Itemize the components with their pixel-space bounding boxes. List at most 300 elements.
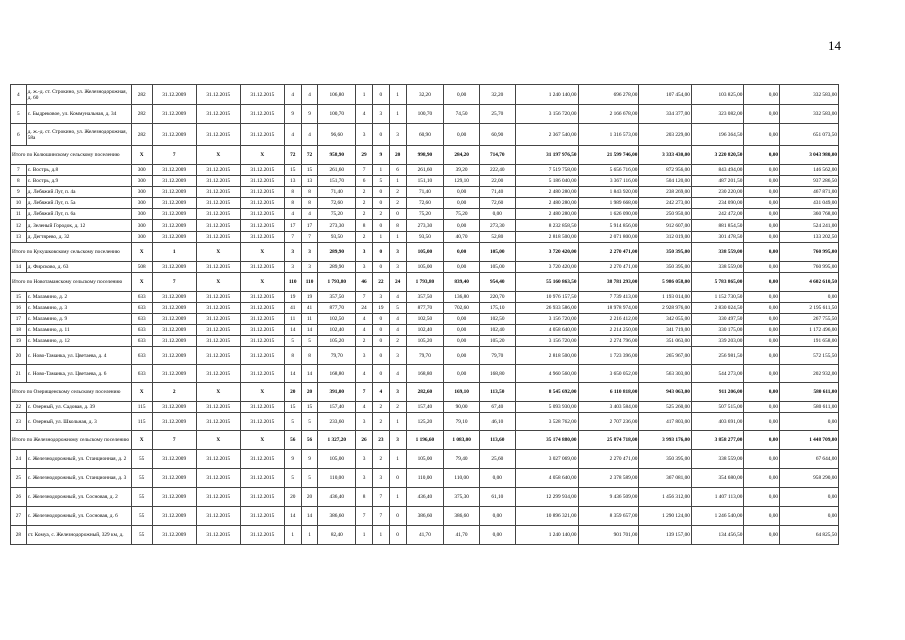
table-cell: 113,50 [479,383,515,402]
table-cell: 3 [356,262,373,273]
table-cell: д. Дегтярево, д. 32 [26,232,131,243]
table-cell: 282 [131,85,152,105]
table-cell: 0,00 [744,165,780,176]
table-cell: 839,40 [444,273,480,292]
table-cell: Итого по Колюшинскому сельскому поселению [11,146,132,165]
table-cell: 14 [284,365,301,383]
table-cell: 0,00 [444,336,480,347]
table-cell: 110 [284,273,301,292]
table-cell: 3 [356,450,373,469]
table-cell: 431 049,00 [780,198,839,209]
table-cell: д. Зеленый Городок, д. 12 [26,220,131,232]
table-cell: 55 160 863,50 [515,273,578,292]
table-cell: Итого по Железнодорожному сельскому поселению [11,431,132,450]
table-cell: 102,40 [318,325,356,336]
table-cell: 31.12.2009 [152,325,196,336]
table-cell: 633 [131,303,152,314]
table-cell: 391,00 [318,383,356,402]
table-cell: 18 978 974,00 [578,303,639,314]
table-cell: с. Озерный, ул. Школьная, д. 3 [26,413,131,431]
table-cell: 3 333 430,00 [639,146,691,165]
table-cell: 2 274 796,00 [578,336,639,347]
table-cell: 10 [11,198,27,209]
table-cell: 3 [389,383,406,402]
table-cell: 2 378 589,00 [578,469,639,488]
table-cell: 0,00 [780,488,839,507]
table-cell: 332 583,00 [780,85,839,105]
table-cell: 1 327,20 [318,431,356,450]
table-row [11,325,839,336]
table-cell: 60,90 [479,124,515,146]
table-cell: 0,00 [444,198,480,209]
table-cell: 31.12.2015 [196,187,240,198]
table-cell: 14 [301,325,318,336]
table-cell: X [131,243,152,262]
table-row [11,262,839,273]
table-cell: 1 196,60 [406,431,444,450]
table-cell: 46,10 [479,413,515,431]
table-cell: 31.12.2009 [152,413,196,431]
table-cell: 1 152 730,50 [691,292,743,303]
table-cell: 0,00 [744,209,780,220]
table-cell: 115 [131,413,152,431]
table-cell: 8 [284,198,301,209]
table-cell: 169,10 [444,383,480,402]
table-cell: 31.12.2015 [240,220,284,232]
table-cell: 0,00 [444,220,480,232]
table-cell: 79,10 [444,413,480,431]
table-row [11,469,839,488]
table-cell: X [196,383,240,402]
table-cell: 1 723 396,00 [578,347,639,365]
table-cell: 0,00 [744,146,780,165]
table-cell: 31.12.2015 [240,187,284,198]
table-cell: 3 [389,262,406,273]
table-cell: 1 [356,526,373,545]
table-cell: 0 [372,198,389,209]
table-cell: 3 043 980,00 [780,146,839,165]
table-cell: 2 [356,336,373,347]
table-cell: 403 691,00 [691,413,743,431]
table-cell: 2 480 280,00 [515,198,578,209]
table-cell: 386,60 [444,507,480,526]
table-cell: 0 [372,124,389,146]
table-cell: 5 [11,105,27,124]
table-cell: 129,10 [444,176,480,187]
table-cell: 2 818 500,00 [515,347,578,365]
table-cell: 31.12.2015 [196,526,240,545]
table-cell: 3 403 584,00 [578,402,639,413]
table-cell: 3 [284,262,301,273]
table-cell: 175,10 [479,303,515,314]
table-cell: 125,20 [406,413,444,431]
table-cell: 31.12.2009 [152,198,196,209]
subtotal-row [11,243,839,262]
table-cell: 168,80 [406,365,444,383]
table-cell: 26 [11,488,27,507]
table-row [11,303,839,314]
table-cell: 0 [372,262,389,273]
table-cell: 1 [372,232,389,243]
table-cell: 334 377,00 [639,105,691,124]
table-cell: 5 783 865,00 [691,273,743,292]
table-cell: 75,20 [406,209,444,220]
table-cell: 881 854,50 [691,220,743,232]
table-cell: 265 967,00 [639,347,691,365]
table-cell: 0,00 [444,85,480,105]
table-cell: 24 [389,273,406,292]
table-cell: 105,00 [406,262,444,273]
table-cell: 339 203,00 [691,336,743,347]
table-cell: 79,40 [444,450,480,469]
table-cell: 5 [389,303,406,314]
table-cell: 2 [389,336,406,347]
table-cell: 31.12.2009 [152,488,196,507]
table-cell: 31.12.2009 [152,526,196,545]
table-cell: 300 [131,187,152,198]
table-cell: 696 278,00 [578,85,639,105]
table-cell: 1 083,00 [444,431,480,450]
table-cell: 6 [11,124,27,146]
table-cell: 151,70 [318,176,356,187]
table-cell: 3 858 277,00 [691,431,743,450]
table-cell: 136,80 [444,292,480,303]
table-cell: 41 [301,303,318,314]
table-cell: 72,60 [318,198,356,209]
table-cell: с. Маламино, д. 9 [26,314,131,325]
table-cell: 3 [356,413,373,431]
table-cell: 71,40 [318,187,356,198]
table-cell: 31.12.2015 [196,402,240,413]
table-cell: 282 [131,124,152,146]
table-cell: 354 680,00 [691,469,743,488]
table-cell: 0,00 [744,303,780,314]
table-cell: 15 [301,165,318,176]
table-cell: д. ж.-д. ст. Строкино, ул. Железнодорожная, д. 60 [26,85,131,105]
table-cell: 56 [301,431,318,450]
table-cell: 0,00 [744,526,780,545]
table-cell: 330 497,50 [691,314,743,325]
table-cell: 38 781 293,00 [578,273,639,292]
table-cell: 911 206,00 [691,383,743,402]
table-cell: 4 [11,85,27,105]
table-cell: 31.12.2015 [240,198,284,209]
table-cell: 843 494,00 [691,165,743,176]
table-cell: 0,00 [744,187,780,198]
table-cell: 2 270 471,00 [578,262,639,273]
table-cell: 105,20 [318,336,356,347]
table-cell: 8 [356,488,373,507]
table-row [11,220,839,232]
table-cell: 1 [389,488,406,507]
table-cell: 79,70 [406,347,444,365]
table-cell: 0,00 [780,413,839,431]
table-cell: 261,60 [318,165,356,176]
table-cell: 544 273,00 [691,365,743,383]
table-cell: 350 395,00 [639,243,691,262]
table-cell: 282 [131,105,152,124]
table-cell: 300 [131,209,152,220]
table-cell: 31.12.2009 [152,220,196,232]
table-cell: 133 202,50 [780,232,839,243]
table-cell: д. Лебяжий Луг, п. 6а [26,209,131,220]
table-cell: 877,70 [406,303,444,314]
table-row [11,402,839,413]
table-cell: 71,40 [479,187,515,198]
table-cell: 105,00 [406,243,444,262]
table-cell: 31.12.2009 [152,187,196,198]
table-cell: 350 395,00 [639,262,691,273]
table-cell: 67,40 [479,402,515,413]
table-cell: 1 240 140,00 [515,526,578,545]
table-cell: 13 [284,176,301,187]
table-cell: 4 [356,105,373,124]
table-row [11,507,839,526]
table-cell: 23 [372,431,389,450]
table-cell: 7 [152,273,196,292]
table-cell: 14 [301,507,318,526]
table-row [11,336,839,347]
table-cell: 487 201,50 [691,176,743,187]
table-cell: 0,00 [479,507,515,526]
table-cell: 25 [11,469,27,488]
table-cell: 2 [389,402,406,413]
table-cell: 1 843 920,00 [578,187,639,198]
table-cell: 20 [11,347,27,365]
table-cell: X [131,431,152,450]
table-cell: с. Ново-Таманка, ул. Цветаева, д. 6 [26,365,131,383]
table-cell: 82,40 [318,526,356,545]
table-cell: с. Железнодорожный, ул. Станционная, д. 3 [26,469,131,488]
table-cell: X [131,146,152,165]
table-cell: 580 611,00 [780,383,839,402]
table-cell: с. Маламино, д. 3 [26,303,131,314]
table-cell: 31.12.2015 [240,365,284,383]
table-cell: 46 [356,273,373,292]
table-cell: 103 825,00 [691,85,743,105]
table-row [11,314,839,325]
table-cell: 0,00 [744,469,780,488]
table-cell: 20 [301,488,318,507]
table-cell: X [131,273,152,292]
table-cell: 2 270 471,00 [578,450,639,469]
table-cell: с. Вострь, д.8 [26,165,131,176]
table-cell: 0,00 [744,243,780,262]
table-cell: 273,30 [318,220,356,232]
table-cell: X [240,243,284,262]
table-cell: с. Маламино, д. 11 [26,325,131,336]
table-cell: 31.12.2009 [152,336,196,347]
table-cell: 2 818 500,00 [515,232,578,243]
table-row [11,209,839,220]
table-cell: 31.12.2009 [152,402,196,413]
table-cell: 55 [131,507,152,526]
table-cell: 22,00 [479,176,515,187]
table-cell: 0 [389,209,406,220]
table-cell: 0,00 [744,220,780,232]
table-cell: 31.12.2015 [196,365,240,383]
table-cell: 31.12.2015 [196,292,240,303]
table-cell: 41 [284,303,301,314]
table-cell: 168,80 [479,365,515,383]
table-cell: 0,00 [444,124,480,146]
table-cell: 2 [372,402,389,413]
table-cell: 3 220 820,50 [691,146,743,165]
table-cell: 31.12.2015 [240,165,284,176]
table-cell: 31.12.2015 [196,347,240,365]
table-cell: 282,60 [406,383,444,402]
table-cell: X [240,431,284,450]
table-cell: 250 950,00 [639,209,691,220]
table-cell: 1 [372,165,389,176]
table-cell: 31.12.2015 [240,105,284,124]
table-cell: 31.12.2015 [196,413,240,431]
table-cell: 0,00 [744,336,780,347]
table-cell: 2 214 250,00 [578,325,639,336]
table-cell: 563 303,00 [639,365,691,383]
table-cell: 31.12.2009 [152,347,196,365]
table-cell: 19 [284,292,301,303]
table-cell: 901 701,00 [578,526,639,545]
table-row [11,187,839,198]
table-cell: 998,90 [406,146,444,165]
table-cell: 12 [11,220,27,232]
table-cell: 31.12.2015 [240,232,284,243]
table-cell: 93,50 [406,232,444,243]
table-cell: 338 559,00 [691,243,743,262]
table-cell: 2 707 236,00 [578,413,639,431]
table-cell: 31.12.2009 [152,232,196,243]
table-cell: 31.12.2009 [152,176,196,187]
table-cell: 1 [389,232,406,243]
table-row [11,198,839,209]
table-cell: 1 [389,413,406,431]
table-cell: 26 [356,431,373,450]
table-cell: 0 [372,336,389,347]
table-cell: 31.12.2015 [196,124,240,146]
table-cell: 4 [389,292,406,303]
table-cell: 0,00 [780,292,839,303]
table-cell: 0,00 [479,526,515,545]
table-cell: 39,20 [444,165,480,176]
table-cell: 338 559,00 [691,450,743,469]
table-cell: 261,60 [406,165,444,176]
table-cell: 702,60 [444,303,480,314]
table-row [11,413,839,431]
table-cell: 872 956,00 [639,165,691,176]
table-row [11,526,839,545]
table-cell: 0 [372,365,389,383]
table-cell: 71,40 [406,187,444,198]
table-cell: 202 932,00 [780,365,839,383]
table-cell: 220,70 [479,292,515,303]
table-cell: 19 [372,303,389,314]
table-cell: 10 896 321,00 [515,507,578,526]
table-cell: с. Железнодорожный, ул. Сосновая, д. 6 [26,507,131,526]
table-cell: 3 [372,469,389,488]
table-cell: 0,00 [744,402,780,413]
table-cell: 72 [301,146,318,165]
table-cell: 31.12.2015 [196,336,240,347]
table-cell: 7 [372,507,389,526]
table-cell: 2 [372,209,389,220]
table-cell: 4 [301,85,318,105]
table-cell: 55 [131,526,152,545]
table-cell: 32,20 [479,85,515,105]
table-cell: 110,00 [318,469,356,488]
table-cell: 9 [284,450,301,469]
table-cell: 1 448 709,00 [780,431,839,450]
table-cell: 1 [389,450,406,469]
table-cell: 0,00 [744,105,780,124]
table-cell: 56 [284,431,301,450]
subtotal-row [11,431,839,450]
table-cell: д. Фирсково, д. 63 [26,262,131,273]
table-cell: 105,20 [479,336,515,347]
table-cell: 0,00 [744,431,780,450]
table-cell: 35 174 880,00 [515,431,578,450]
table-cell: 4 [356,365,373,383]
table-cell: 1 626 090,00 [578,209,639,220]
table-cell: 572 155,50 [780,347,839,365]
table-cell: 31 197 976,50 [515,146,578,165]
table-cell: 157,40 [318,402,356,413]
table-cell: 341 719,00 [639,325,691,336]
table-cell: 3 [389,124,406,146]
table-row [11,165,839,176]
table-cell: 61,10 [479,488,515,507]
table-cell: 31.12.2009 [152,292,196,303]
table-cell: 5 [284,469,301,488]
table-cell: 20 [284,488,301,507]
table-cell: 877,70 [318,303,356,314]
table-cell: 20 [389,146,406,165]
table-cell: 31.12.2015 [196,507,240,526]
table-cell: 0 [372,85,389,105]
subtotal-row [11,146,839,165]
table-cell: 3 [356,124,373,146]
table-cell: 17 [284,220,301,232]
table-cell: 31.12.2015 [240,303,284,314]
table-cell: с. Железнодорожный, ул. Сосновая, д. 2 [26,488,131,507]
table-cell: 2 480 280,00 [515,187,578,198]
table-cell: 3 [389,243,406,262]
table-cell: 2 [356,187,373,198]
table-cell: с. Ново-Таманка, ул. Цветаева, д. 4 [26,347,131,365]
table-cell: 21 [11,365,27,383]
table-cell: 289,90 [318,262,356,273]
table-cell: 7 [284,232,301,243]
table-cell: 0,00 [444,314,480,325]
table-cell: 26 933 586,00 [515,303,578,314]
table-cell: 1 172 496,00 [780,325,839,336]
table-row [11,488,839,507]
table-cell: 72,60 [406,198,444,209]
table-cell: 31.12.2015 [240,450,284,469]
table-cell: 13 [11,232,27,243]
table-cell: 0,00 [744,314,780,325]
table-cell: 31.12.2009 [152,262,196,273]
table-cell: д. Лебяжий Луг, п. 4а [26,187,131,198]
table-cell: X [131,383,152,402]
table-cell: 72 [284,146,301,165]
table-cell: 312 019,00 [639,232,691,243]
table-cell: 25,70 [479,105,515,124]
table-cell: 31.12.2015 [196,105,240,124]
table-cell: 0,00 [744,232,780,243]
table-cell: 6 110 818,00 [578,383,639,402]
table-cell: 31.12.2009 [152,365,196,383]
